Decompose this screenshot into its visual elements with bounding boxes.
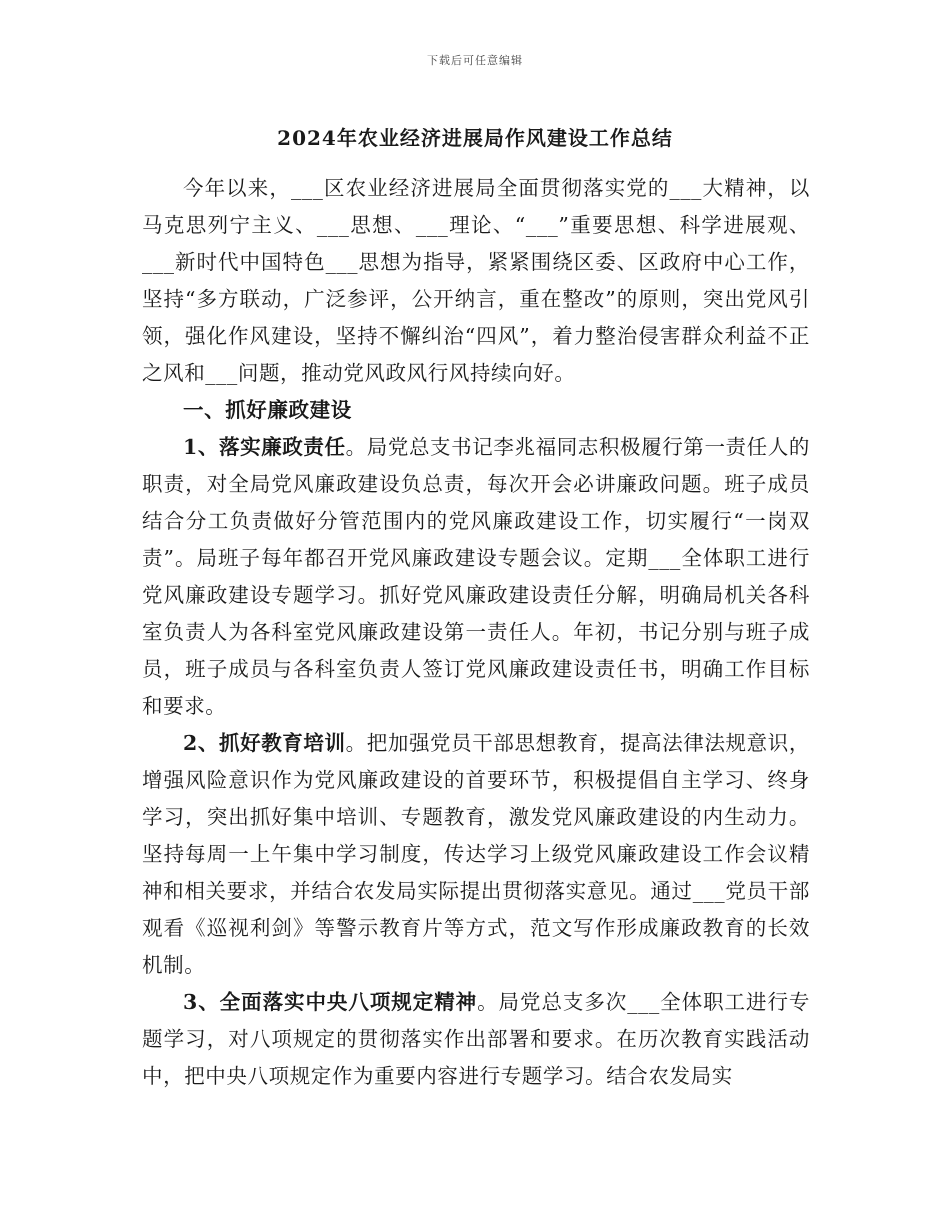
- item-body: 。局党总支多次___全体职工进行专题学习，对八项规定的贯彻落实作出部署和要求。在历次教育实践活动中，把中央八项规定作为重要内容进行专题学习。结合农发局实: [142, 990, 810, 1088]
- intro-paragraph: 今年以来，___区农业经济进展局全面贯彻落实党的___大精神，以马克思列宁主义、___思想、___理论、“___”重要思想、科学进展观、___新时代中国特色___思想为指导，紧紧围绕区委、区政府中心工作，坚持“多方联动，广泛参评，公开纳言，重在整改”的原则，突出党风引领，强化作风建设，坚持不懈纠治“四风”，着力整治侵害群众利益不正之风和___问题，推动党风政风行风持续向好。: [142, 176, 810, 385]
- item-lead: 3、全面落实中央八项规定精神: [183, 990, 478, 1014]
- header-note: 下载后可任意编辑: [427, 54, 523, 67]
- item-lead: 1、落实廉政责任: [183, 435, 346, 459]
- section-heading: 一、抓好廉政建设: [183, 398, 352, 422]
- item-lead: 2、抓好教育培训: [183, 731, 346, 755]
- item-paragraph: [142, 725, 810, 984]
- item-paragraph: [142, 984, 810, 1095]
- document-title: 2024年农业经济进展局作风建设工作总结: [277, 126, 673, 150]
- item-paragraph: [142, 429, 810, 725]
- item-body: 。把加强党员干部思想教育，提高法律法规意识，增强风险意识作为党风廉政建设的首要环节，积极提倡自主学习、终身学习，突出抓好集中培训、专题教育，激发党风廉政建设的内生动力。坚持每周一上午集中学习制度，传达学习上级党风廉政建设工作会议精神和相关要求，并结合农发局实际提出贯彻落实意见。通过___党员干部观看《巡视利剑》等警示教育片等方式，范文写作形成廉政教育的长效机制。: [142, 731, 810, 977]
- item-body: 。局党总支书记李兆福同志积极履行第一责任人的职责，对全局党风廉政建设负总责，每次开会必讲廉政问题。班子成员结合分工负责做好分管范围内的党风廉政建设工作，切实履行“一岗双责”。局班子每年都召开党风廉政建设专题会议。定期___全体职工进行党风廉政建设专题学习。抓好党风廉政建设责任分解，明确局机关各科室负责人为各科室党风廉政建设第一责任人。年初，书记分别与班子成员，班子成员与各科室负责人签订党风廉政建设责任书，明确工作目标和要求。: [142, 435, 810, 718]
- document-body: [142, 170, 810, 1095]
